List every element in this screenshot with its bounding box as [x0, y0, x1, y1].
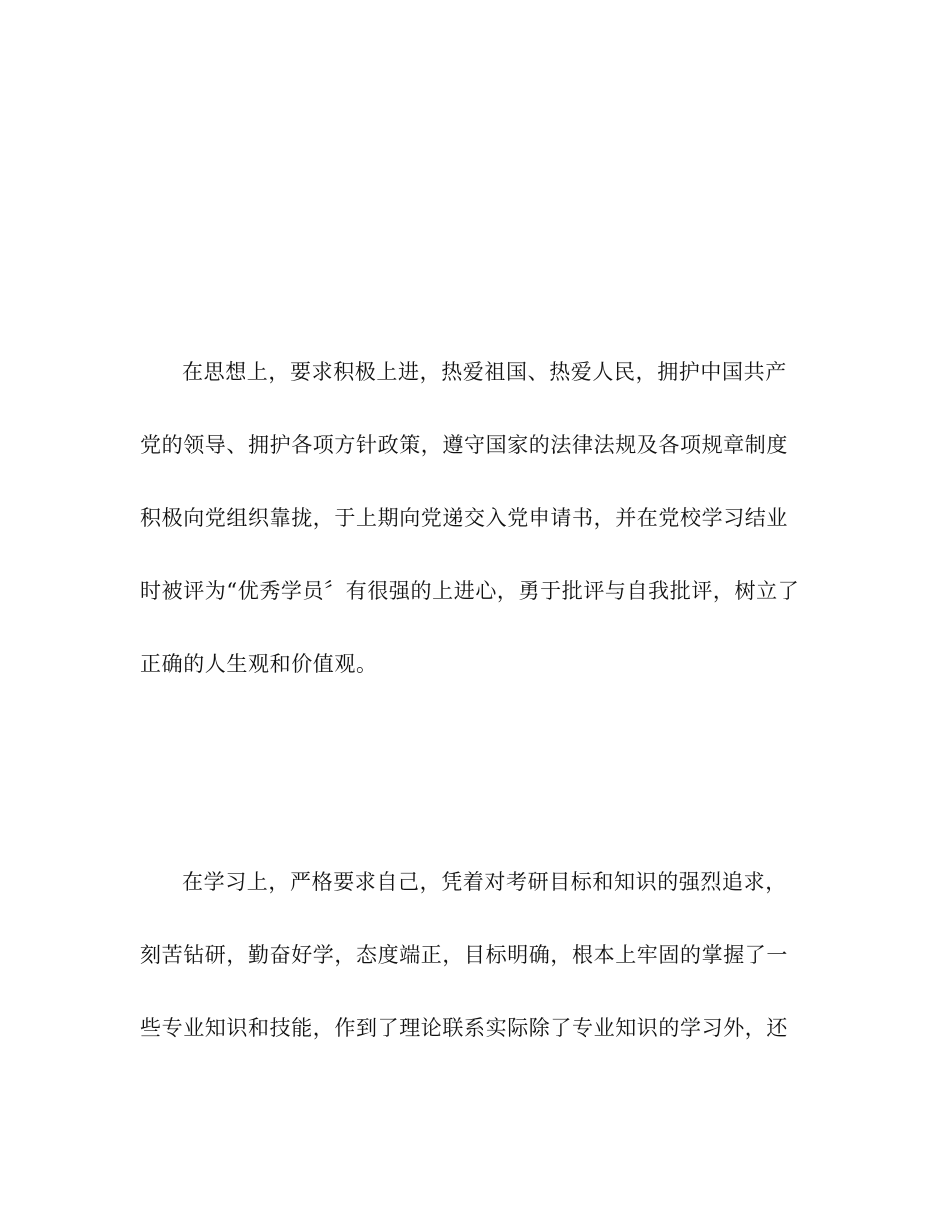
- paragraph-line: 些专业知识和技能，作到了理论联系实际除了专业知识的学习外，还: [140, 1016, 788, 1040]
- paragraph-line: 在思想上，要求积极上进，热爱祖国、热爱人民，拥护中国共产: [182, 360, 787, 384]
- paragraph-line: 刻苦钻研，勤奋好学，态度端正，目标明确，根本上牢固的掌握了一: [140, 943, 788, 967]
- paragraph-line: 在学习上，严格要求自己，凭着对考研目标和知识的强烈追求，: [182, 870, 787, 894]
- paragraph-line: 积极向党组织靠拢，于上期向党递交入党申请书，并在党校学习结业: [140, 506, 788, 530]
- paragraph-line: 正确的人生观和价值观。: [140, 652, 378, 676]
- paragraph-line: 时被评为“优秀学员〞有很强的上进心，勇于批评与自我批评，树立了: [140, 579, 800, 603]
- paragraph-line: 党的领导、拥护各项方针政策，遵守国家的法律法规及各项规章制度: [140, 433, 788, 457]
